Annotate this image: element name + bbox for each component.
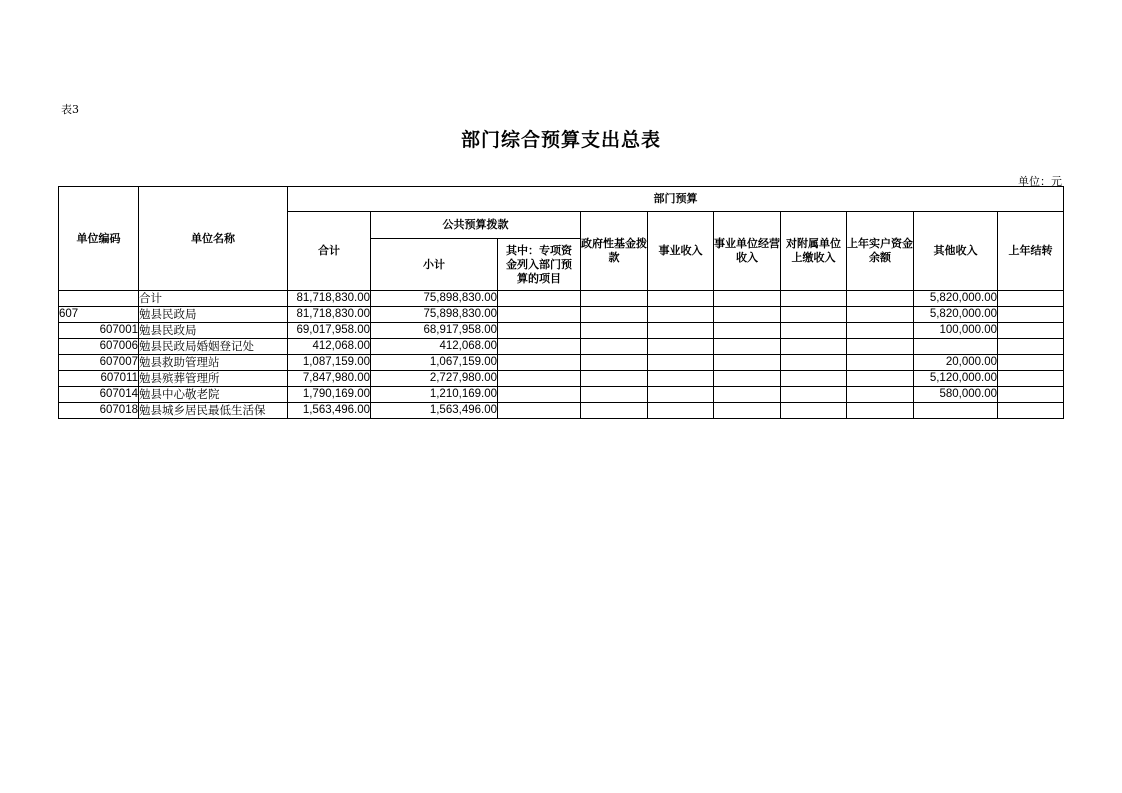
cell-gov-fund: [581, 323, 648, 339]
cell-total: 1,563,496.00: [288, 403, 371, 419]
cell-affiliated-income: [781, 291, 847, 307]
cell-special: [498, 355, 581, 371]
cell-name: 勉县城乡居民最低生活保: [139, 403, 288, 419]
cell-name: 勉县殡葬管理所: [139, 371, 288, 387]
cell-prior-carryover: [998, 387, 1064, 403]
cell-other-income: 100,000.00: [914, 323, 998, 339]
cell-business-income: [648, 403, 714, 419]
cell-subtotal: 1,067,159.00: [371, 355, 498, 371]
cell-subtotal: 75,898,830.00: [371, 307, 498, 323]
cell-business-operating: [714, 387, 781, 403]
cell-other-income: 5,820,000.00: [914, 307, 998, 323]
cell-subtotal: 412,068.00: [371, 339, 498, 355]
header-gov-fund: 政府性基金拨款: [581, 212, 648, 291]
cell-gov-fund: [581, 307, 648, 323]
cell-prior-carryover: [998, 307, 1064, 323]
cell-prior-carryover: [998, 339, 1064, 355]
table-header: [59, 187, 1064, 291]
cell-business-income: [648, 339, 714, 355]
header-special-funds: 其中：专项资金列入部门预算的项目: [498, 239, 581, 291]
budget-table: [58, 186, 1064, 419]
cell-code: 607007: [59, 355, 139, 371]
page-title: 部门综合预算支出总表: [460, 129, 661, 151]
header-dept-budget: 部门预算: [288, 187, 1064, 212]
cell-name: 勉县救助管理站: [139, 355, 288, 371]
table-row: [59, 291, 1064, 307]
cell-prior-carryover: [998, 371, 1064, 387]
cell-business-operating: [714, 371, 781, 387]
cell-name: 勉县民政局婚姻登记处: [139, 339, 288, 355]
cell-prior-balance: [847, 307, 914, 323]
cell-gov-fund: [581, 371, 648, 387]
header-subtotal: 小计: [371, 239, 498, 291]
header-unit-name: 单位名称: [139, 187, 288, 291]
cell-business-operating: [714, 323, 781, 339]
cell-other-income: 5,820,000.00: [914, 291, 998, 307]
cell-business-operating: [714, 307, 781, 323]
cell-affiliated-income: [781, 387, 847, 403]
cell-other-income: 5,120,000.00: [914, 371, 998, 387]
cell-subtotal: 1,210,169.00: [371, 387, 498, 403]
cell-prior-balance: [847, 355, 914, 371]
cell-prior-balance: [847, 387, 914, 403]
cell-prior-balance: [847, 339, 914, 355]
header-affiliated-income: 对附属单位上缴收入: [781, 212, 847, 291]
cell-prior-balance: [847, 371, 914, 387]
cell-subtotal: 2,727,980.00: [371, 371, 498, 387]
cell-gov-fund: [581, 339, 648, 355]
cell-affiliated-income: [781, 355, 847, 371]
cell-total: 7,847,980.00: [288, 371, 371, 387]
table-row: [59, 307, 1064, 323]
cell-total: 69,017,958.00: [288, 323, 371, 339]
cell-subtotal: 75,898,830.00: [371, 291, 498, 307]
table-row: [59, 355, 1064, 371]
cell-special: [498, 291, 581, 307]
cell-business-income: [648, 387, 714, 403]
cell-prior-carryover: [998, 323, 1064, 339]
cell-business-operating: [714, 291, 781, 307]
cell-name: 合计: [139, 291, 288, 307]
cell-prior-carryover: [998, 355, 1064, 371]
cell-code: 607018: [59, 403, 139, 419]
cell-affiliated-income: [781, 371, 847, 387]
table-number-label: 表3: [61, 103, 79, 116]
cell-prior-balance: [847, 323, 914, 339]
cell-gov-fund: [581, 387, 648, 403]
cell-business-operating: [714, 355, 781, 371]
cell-total: 81,718,830.00: [288, 291, 371, 307]
cell-prior-carryover: [998, 291, 1064, 307]
cell-code: 607011: [59, 371, 139, 387]
header-prior-carryover: 上年结转: [998, 212, 1064, 291]
cell-affiliated-income: [781, 307, 847, 323]
cell-business-income: [648, 323, 714, 339]
cell-business-income: [648, 355, 714, 371]
header-prior-balance: 上年实户资金余额: [847, 212, 914, 291]
cell-code: 607: [59, 307, 139, 323]
cell-other-income: [914, 339, 998, 355]
cell-business-income: [648, 371, 714, 387]
header-business-operating: 事业单位经营收入: [714, 212, 781, 291]
cell-name: 勉县中心敬老院: [139, 387, 288, 403]
cell-prior-balance: [847, 291, 914, 307]
cell-special: [498, 323, 581, 339]
cell-total: 1,790,169.00: [288, 387, 371, 403]
cell-special: [498, 371, 581, 387]
cell-other-income: 20,000.00: [914, 355, 998, 371]
cell-gov-fund: [581, 355, 648, 371]
cell-total: 1,087,159.00: [288, 355, 371, 371]
header-public-budget: 公共预算拨款: [371, 212, 581, 239]
cell-affiliated-income: [781, 339, 847, 355]
cell-code: 607006: [59, 339, 139, 355]
cell-special: [498, 307, 581, 323]
cell-affiliated-income: [781, 323, 847, 339]
table-row: [59, 387, 1064, 403]
cell-subtotal: 68,917,958.00: [371, 323, 498, 339]
cell-code: 607014: [59, 387, 139, 403]
cell-code: [59, 291, 139, 307]
cell-special: [498, 403, 581, 419]
table-row: [59, 371, 1064, 387]
header-business-income: 事业收入: [648, 212, 714, 291]
header-unit-code: 单位编码: [59, 187, 139, 291]
cell-special: [498, 387, 581, 403]
table-row: [59, 403, 1064, 419]
header-other-income: 其他收入: [914, 212, 998, 291]
cell-special: [498, 339, 581, 355]
table-row: [59, 323, 1064, 339]
cell-total: 81,718,830.00: [288, 307, 371, 323]
cell-name: 勉县民政局: [139, 307, 288, 323]
cell-code: 607001: [59, 323, 139, 339]
cell-gov-fund: [581, 291, 648, 307]
cell-total: 412,068.00: [288, 339, 371, 355]
table-row: [59, 339, 1064, 355]
cell-business-operating: [714, 403, 781, 419]
header-total: 合计: [288, 212, 371, 291]
table-body: [59, 291, 1064, 419]
cell-business-income: [648, 291, 714, 307]
cell-other-income: [914, 403, 998, 419]
cell-other-income: 580,000.00: [914, 387, 998, 403]
cell-prior-carryover: [998, 403, 1064, 419]
cell-business-income: [648, 307, 714, 323]
cell-name: 勉县民政局: [139, 323, 288, 339]
cell-subtotal: 1,563,496.00: [371, 403, 498, 419]
cell-gov-fund: [581, 403, 648, 419]
cell-prior-balance: [847, 403, 914, 419]
cell-business-operating: [714, 339, 781, 355]
unit-label: 单位：元: [1018, 175, 1062, 188]
cell-affiliated-income: [781, 403, 847, 419]
